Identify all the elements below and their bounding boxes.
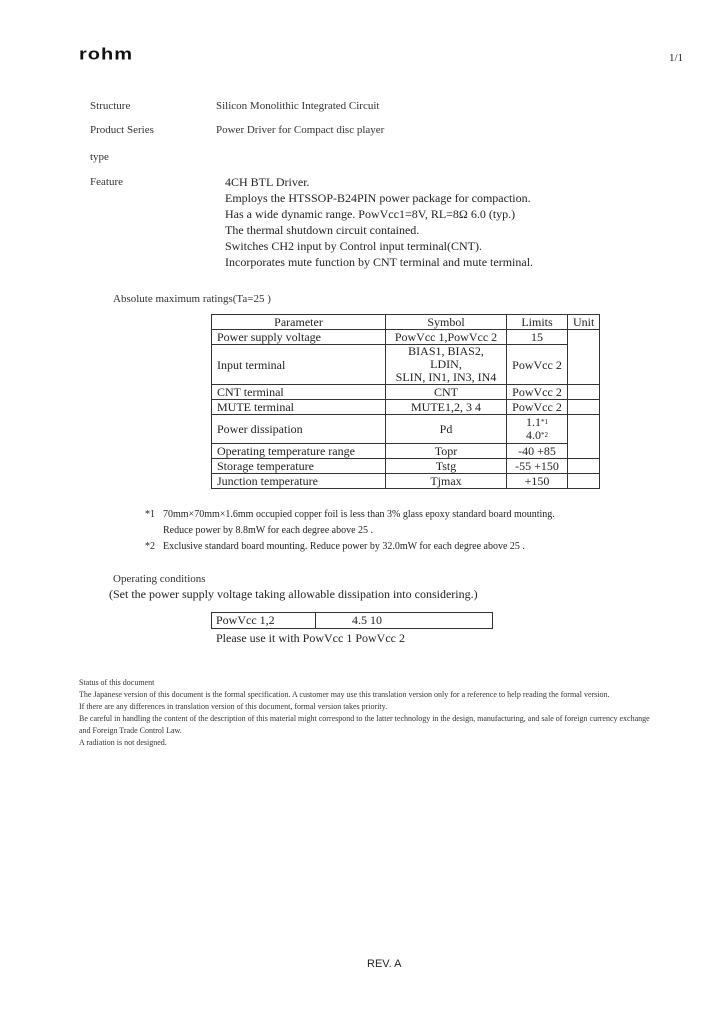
symbol-line: SLIN, IN1, IN3, IN4	[395, 370, 497, 384]
symbol-cell: MUTE1,2, 3 4	[386, 400, 507, 415]
conditions-subtitle: (Set the power supply voltage taking allowable dissipation into considering.)	[109, 587, 478, 601]
symbol-cell: Tjmax	[386, 474, 507, 489]
footnote-1-text: 70mm×70mm×1.6mm occupied copper foil is less than 3% glass epoxy standard board mounting.	[163, 509, 555, 520]
conditions-title: Operating conditions	[113, 573, 206, 585]
feature-item: Switches CH2 input by Control input terminal(CNT).	[225, 239, 482, 253]
table-header-row	[212, 315, 600, 330]
symbol-cell	[386, 345, 507, 385]
status-line: Be careful in handling the content of the description of this material might correspond to the latter technology in the design, manufacturing, and sale of foreign currency exchange	[79, 714, 650, 723]
status-block	[79, 677, 650, 749]
feature-item: Employs the HTSSOP-B24PIN power package for compaction.	[225, 191, 531, 205]
symbol-line: BIAS1, BIAS2, LDIN,	[408, 344, 484, 371]
unit-cell	[568, 415, 600, 459]
table-row	[212, 474, 600, 489]
symbol-cell: CNT	[386, 385, 507, 400]
table-row	[212, 613, 493, 629]
header-parameter: Parameter	[212, 315, 386, 330]
feature-item: The thermal shutdown circuit contained.	[225, 223, 420, 237]
limit-cell: -40 +85	[507, 444, 568, 459]
symbol-cell: PowVcc 1,PowVcc 2	[386, 330, 507, 345]
table-row	[212, 385, 600, 400]
header-unit: Unit	[568, 315, 600, 330]
param-cell: Power dissipation	[212, 415, 386, 444]
param-cell: Operating temperature range	[212, 444, 386, 459]
param-cell: MUTE terminal	[212, 400, 386, 415]
page-number: 1/1	[669, 52, 684, 64]
feature-item: Incorporates mute function by CNT terminal and mute terminal.	[225, 255, 534, 269]
status-title: Status of this document	[79, 678, 155, 687]
header-limits: Limits	[507, 315, 568, 330]
symbol-cell: Topr	[386, 444, 507, 459]
range-cell: 4.5 10	[316, 613, 493, 629]
ratings-title: Absolute maximum ratings(Ta=25 )	[113, 293, 271, 305]
limit-cell: -55 +150	[507, 459, 568, 474]
limit-cell: +150	[507, 474, 568, 489]
param-cell: PowVcc 1,2	[212, 613, 316, 629]
status-line: If there are any differences in translation version of this document, formal version takes priority.	[79, 702, 388, 711]
unit-cell	[568, 400, 600, 415]
param-cell: Junction temperature	[212, 474, 386, 489]
limit-cell: PowVcc 2	[507, 345, 568, 385]
param-cell: Power supply voltage	[212, 330, 386, 345]
conditions-note: Please use it with PowVcc 1 PowVcc 2	[216, 631, 405, 645]
structure-value: Silicon Monolithic Integrated Circuit	[216, 100, 380, 112]
unit-cell	[568, 459, 600, 474]
structure-label: Structure	[90, 100, 131, 112]
table-row	[212, 415, 600, 444]
feature-list	[225, 174, 533, 270]
table-row	[212, 345, 600, 385]
limit-cell	[507, 415, 568, 444]
param-cell: CNT terminal	[212, 385, 386, 400]
footnote-1-text2: Reduce power by 8.8mW for each degree above 25 .	[163, 525, 374, 536]
header-symbol: Symbol	[386, 315, 507, 330]
symbol-cell: Tstg	[386, 459, 507, 474]
operating-conditions-table	[211, 612, 493, 629]
limit-cell: PowVcc 2	[507, 385, 568, 400]
table-row	[212, 444, 600, 459]
status-line: and Foreign Trade Control Law.	[79, 726, 182, 735]
symbol-cell: Pd	[386, 415, 507, 444]
type-label: type	[90, 151, 109, 163]
feature-item: Has a wide dynamic range. PowVcc1=8V, RL=8Ω 6.0 (typ.)	[225, 207, 516, 221]
limit-line: 1.1$^{*1}$	[526, 415, 548, 429]
table-row	[212, 400, 600, 415]
limit-cell: 15	[507, 330, 568, 345]
table-row	[212, 459, 600, 474]
unit-cell	[568, 385, 600, 400]
footnote-2-mark: *2	[145, 541, 155, 552]
series-value: Power Driver for Compact disc player	[216, 124, 385, 136]
feature-label: Feature	[90, 176, 123, 188]
status-line: A radiation is not designed.	[79, 738, 167, 747]
feature-item: 4CH BTL Driver.	[225, 175, 310, 189]
rohm-logo: rohm	[79, 45, 133, 64]
footnote-1-mark: *1	[145, 509, 155, 520]
param-cell: Input terminal	[212, 345, 386, 385]
limit-cell: PowVcc 2	[507, 400, 568, 415]
limit-line: 4.0$^{*2}$	[526, 428, 548, 442]
unit-cell	[568, 474, 600, 489]
param-cell: Storage temperature	[212, 459, 386, 474]
table-row	[212, 330, 600, 345]
status-line: The Japanese version of this document is the formal specification. A customer may use this translation version only for a reference to help reading the formal version.	[79, 690, 610, 699]
footnote-2-text: Exclusive standard board mounting. Reduce power by 32.0mW for each degree above 25 .	[163, 541, 525, 552]
revision-label: REV. A	[367, 958, 402, 970]
absolute-maximum-ratings-table	[211, 314, 600, 489]
series-label: Product Series	[90, 124, 154, 136]
unit-cell	[568, 330, 600, 385]
